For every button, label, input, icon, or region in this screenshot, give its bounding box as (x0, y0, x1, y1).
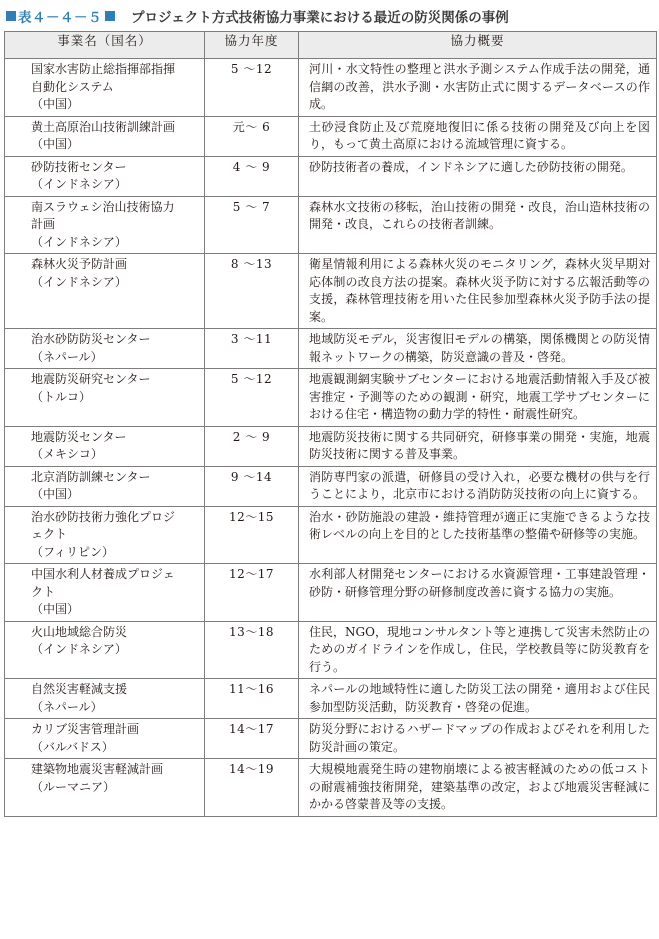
project-name-line: 森林火災予防計画 (31, 257, 128, 271)
project-name-line: 地震防災研究センター (31, 372, 151, 386)
cooperation-years-cell: 12～17 (205, 564, 299, 622)
project-name-line: カリブ災害管理計画 (31, 722, 140, 736)
project-name-line: 中国水利人材養成プロジェ (31, 567, 175, 581)
overview-cell: 河川・水文特性の整理と洪水予測システム作成手法の開発，通信網の改善，洪水予測・水害防止式に関するデータベースの作成。 (299, 59, 657, 117)
table-number: 表４－４－５ (18, 10, 102, 26)
project-name-cell (5, 759, 205, 817)
project-name-cell (5, 254, 205, 329)
project-name-line: （中国） (31, 602, 80, 616)
project-name-line: （ネパール） (31, 349, 103, 364)
project-name-line: （インドネシア） (31, 177, 127, 191)
project-name-line: 北京消防訓練センター (31, 469, 151, 484)
project-name-cell (5, 719, 205, 759)
table-row (5, 196, 657, 254)
project-name-line: 治水砂防防災センター (31, 332, 151, 346)
table-row (5, 254, 657, 329)
table-caption (6, 4, 656, 28)
project-name-line: （インドネシア） (31, 274, 127, 289)
project-name-line: （メキシコ） (31, 447, 103, 461)
cooperation-years-cell: 5 ～12 (205, 59, 299, 117)
overview-cell: ネパールの地域特性に適した防災工法の開発・適用および住民参加型防災活動，防災教育・啓発の促進。 (299, 679, 657, 719)
project-name-cell (5, 564, 205, 622)
project-name-line: 計画 (31, 217, 56, 231)
project-name-cell (5, 506, 205, 564)
overview-cell: 消防専門家の派遣，研修員の受け入れ，必要な機材の供与を行うことにより，北京市における消防防災技術の向上に資する。 (299, 466, 657, 506)
table-row (5, 59, 657, 117)
project-name-cell (5, 116, 205, 156)
overview-cell: 地震防災技術に関する共同研究，研修事業の開発・実施，地震防災技術に関する普及事業。 (299, 426, 657, 466)
header-years: 協力年度 (205, 32, 299, 59)
project-name-line: （バルバドス） (31, 739, 114, 754)
project-name-line: 自動化システム (31, 79, 114, 94)
cooperation-years-cell: 5 ～ 7 (205, 196, 299, 254)
table-row (5, 369, 657, 427)
project-name-line: （インドネシア） (31, 642, 127, 656)
table-row (5, 759, 657, 817)
table-row (5, 156, 657, 196)
project-name-line: 治水砂防技術力強化プロジ (31, 509, 176, 524)
project-name-line: 南スラウェシ治山技術協力 (31, 199, 175, 214)
project-name-cell (5, 329, 205, 369)
header-row (5, 32, 657, 59)
project-name-line: クト (31, 584, 56, 599)
caption-left-square (6, 11, 16, 21)
cooperation-years-cell: 3 ～11 (205, 329, 299, 369)
project-name-line: 自然災害軽減支援 (31, 682, 128, 696)
project-name-cell (5, 369, 205, 427)
project-name-line: （インドネシア） (31, 234, 127, 249)
overview-cell: 森林水文技術の移転，治山技術の開発・改良，治山造林技術の開発・改良，これらの技術者訓練。 (299, 196, 657, 254)
cooperation-years-cell: 14～19 (205, 759, 299, 817)
overview-cell: 地震観測網実験サブセンターにおける地震活動情報入手及び被害推定・予測等のための観測・研究，地震工学サブセンターにおける住宅・構造物の動力学的特性・耐震性研究。 (299, 369, 657, 427)
overview-cell: 防災分野におけるハザードマップの作成およびそれを利用した防災計画の策定。 (299, 719, 657, 759)
cooperation-years-cell: 2 ～ 9 (205, 426, 299, 466)
overview-cell: 土砂浸食防止及び荒廃地復旧に係る技術の開発及び向上を図り，もって黄土高原における流域管理に資する。 (299, 116, 657, 156)
project-name-line: 地震防災センター (31, 429, 127, 444)
table-row (5, 719, 657, 759)
cooperation-years-cell: 13～18 (205, 621, 299, 679)
table-title: プロジェクト方式技術協力事業における最近の防災関係の事例 (131, 10, 509, 26)
project-name-cell (5, 156, 205, 196)
table-row (5, 329, 657, 369)
overview-cell: 地域防災モデル，災害復旧モデルの構築，関係機関との防災情報ネットワークの構築，防災意識の普及・啓発。 (299, 329, 657, 369)
project-name-line: 火山地域総合防災 (31, 624, 128, 639)
cooperation-years-cell: 4 ～ 9 (205, 156, 299, 196)
cooperation-years-cell: 8 ～13 (205, 254, 299, 329)
cooperation-years-cell: 5 ～12 (205, 369, 299, 427)
project-name-cell (5, 426, 205, 466)
project-name-cell (5, 59, 205, 117)
project-name-line: （中国） (31, 137, 80, 151)
project-name-line: （フィリピン） (31, 544, 115, 559)
table-row (5, 506, 657, 564)
table-row (5, 116, 657, 156)
project-name-cell (5, 679, 205, 719)
overview-cell: 住民，NGO，現地コンサルタント等と連携して災害未然防止のためのガイドラインを作成し，住民，学校教員等に防災教育を行う。 (299, 621, 657, 679)
table-row (5, 621, 657, 679)
overview-cell: 治水・砂防施設の建設・維持管理が適正に実施できるような技術レベルの向上を目的とした技術基準の整備や研修等の実施。 (299, 506, 657, 564)
overview-cell: 水利部人材開発センターにおける水資源管理・工事建設管理・砂防・研修管理分野の研修制度改善に資する協力の実施。 (299, 564, 657, 622)
project-name-line: ェクト (31, 527, 68, 541)
table-row (5, 679, 657, 719)
project-name-line: 砂防技術センター (31, 159, 127, 174)
table-row (5, 564, 657, 622)
project-name-line: （ネパール） (31, 699, 103, 714)
project-name-line: （中国） (31, 487, 80, 501)
project-name-line: （トルコ） (31, 389, 92, 404)
caption-right-square (105, 11, 115, 21)
disaster-projects-table (4, 31, 657, 817)
project-name-line: 黄土高原治山技術訓練計画 (31, 119, 176, 134)
project-name-cell (5, 466, 205, 506)
cooperation-years-cell: 9 ～14 (205, 466, 299, 506)
project-name-line: 国家水害防止総指揮部指揮 (31, 62, 176, 76)
table-row (5, 466, 657, 506)
table-row (5, 426, 657, 466)
cooperation-years-cell: 12～15 (205, 506, 299, 564)
overview-cell: 砂防技術者の養成，インドネシアに適した砂防技術の開発。 (299, 156, 657, 196)
project-name-line: （ルーマニア） (31, 779, 116, 794)
overview-cell: 大規模地震発生時の建物崩壊による被害軽減のための低コストの耐震補強技術開発，建築基準の改定，および地震災害軽減にかかる啓蒙普及等の支援。 (299, 759, 657, 817)
project-name-cell (5, 621, 205, 679)
project-name-cell (5, 196, 205, 254)
cooperation-years-cell: 11～16 (205, 679, 299, 719)
cooperation-years-cell: 元～ 6 (205, 116, 299, 156)
header-overview: 協力概要 (299, 32, 657, 59)
header-project-name: 事業名（国名） (5, 32, 205, 59)
cooperation-years-cell: 14～17 (205, 719, 299, 759)
project-name-line: 建築物地震災害軽減計画 (31, 762, 164, 776)
project-name-line: （中国） (31, 97, 80, 111)
overview-cell: 衛星情報利用による森林火災のモニタリング，森林火災早期対応体制の改良方法の提案。森林火災予防に対する広報活動等の支援，森林管理技術を用いた住民参加型森林火災予防手法の提案。 (299, 254, 657, 329)
